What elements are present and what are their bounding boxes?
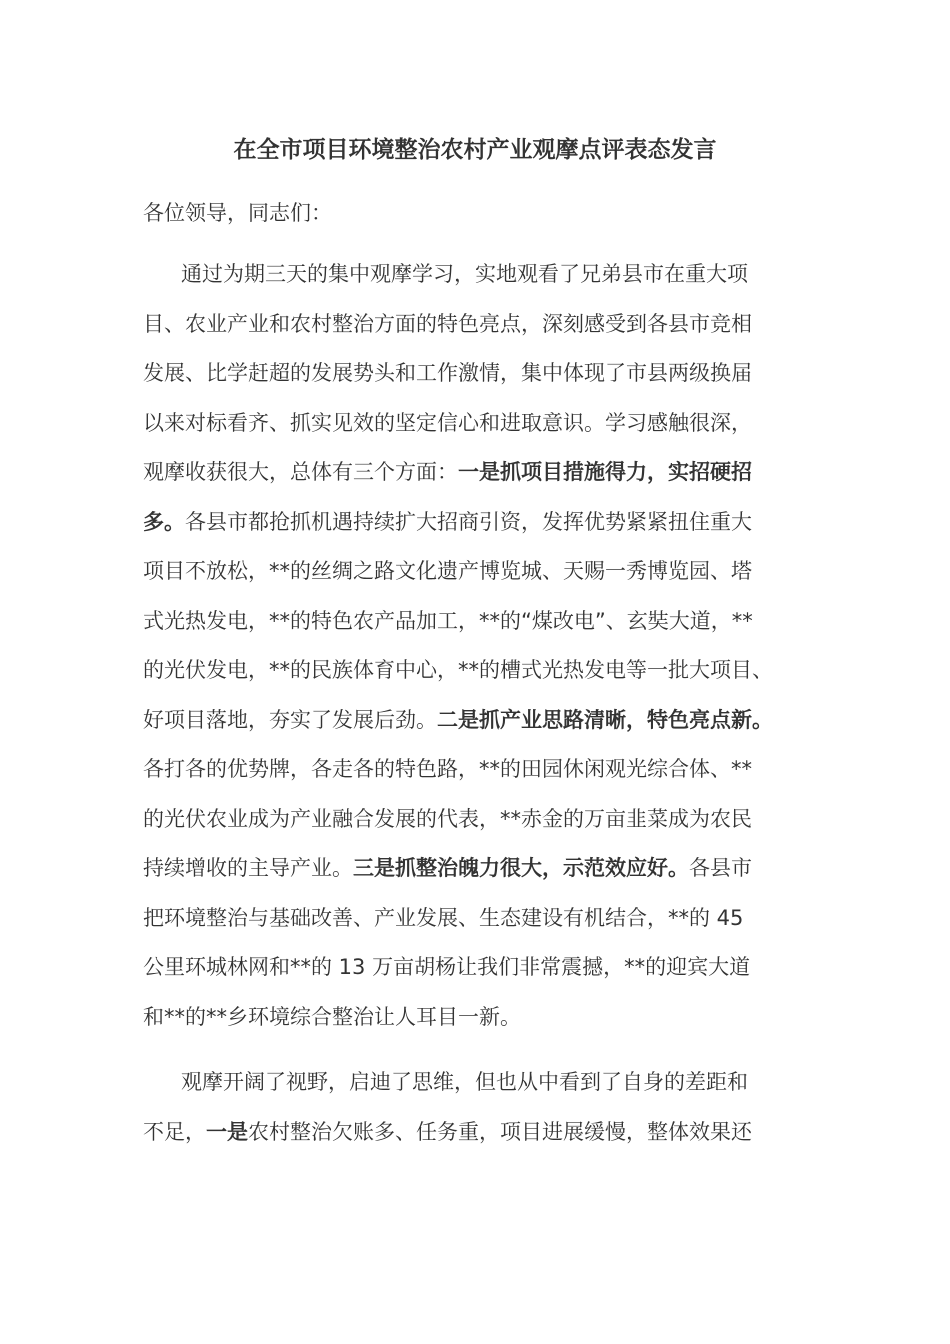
paragraph-line: 好项目落地，夯实了发展后劲。二是抓产业思路清晰，特色亮点新。: [143, 707, 773, 732]
paragraph-line: 发展、比学赶超的发展势头和工作激情，集中体现了市县两级换届: [143, 361, 752, 385]
paragraph-1: [143, 250, 823, 1042]
point-two-heading: 二是抓产业思路清晰，特色亮点新。: [437, 707, 773, 732]
paragraph-line: 各打各的优势牌，各走各的特色路，**的田园休闲观光综合体、**: [143, 757, 752, 781]
salutation: 各位领导，同志们：: [143, 201, 332, 225]
paragraph-line: 观摩收获很大，总体有三个方面：一是抓项目措施得力，实招硬招: [143, 460, 752, 484]
paragraph-line: 的光伏农业成为产业融合发展的代表，**赤金的万亩韭菜成为农民: [143, 806, 752, 831]
paragraph-line: 公里环城林网和**的 13 万亩胡杨让我们非常震撼，**的迎宾大道: [143, 955, 751, 979]
paragraph-line: 持续增收的主导产业。三是抓整治魄力很大，示范效应好。各县市: [143, 856, 752, 880]
paragraph-line: 项目不放松，**的丝绸之路文化遗产博览城、天赐一秀博览园、塔: [143, 559, 752, 583]
shortcoming-one-label: 一是: [206, 1119, 248, 1144]
point-one-heading-end: 多。: [143, 509, 185, 534]
paragraph-line: 把环境整治与基础改善、产业发展、生态建设有机结合，**的 45: [143, 905, 744, 930]
paragraph-line: 以来对标看齐、抓实见效的坚定信心和进取意识。学习感触很深，: [143, 410, 752, 435]
point-three-heading: 三是抓整治魄力很大，示范效应好。: [353, 856, 689, 880]
paragraph-line: 和**的**乡环境综合整治让人耳目一新。: [143, 1004, 521, 1029]
paragraph-line: 式光热发电，**的特色农产品加工，**的“煤改电”、玄奘大道，**: [143, 608, 753, 633]
paragraph-line: 多。各县市都抢抓机遇持续扩大招商引资，发挥优势紧紧扭住重大: [143, 509, 752, 534]
paragraph-line: 目、农业产业和农村整治方面的特色亮点，深刻感受到各县市竞相: [143, 311, 752, 336]
paragraph-line: 不足，一是农村整治欠账多、任务重，项目进展缓慢，整体效果还: [143, 1119, 752, 1144]
paragraph-2: [143, 1058, 823, 1157]
paragraph-line: 通过为期三天的集中观摩学习，实地观看了兄弟县市在重大项: [181, 262, 748, 286]
paragraph-line: 的光伏发电，**的民族体育中心，**的槽式光热发电等一批大项目、: [143, 658, 773, 682]
paragraph-line: 观摩开阔了视野，启迪了思维，但也从中看到了自身的差距和: [181, 1070, 748, 1094]
document-title: 在全市项目环境整治农村产业观摩点评表态发言: [233, 137, 717, 163]
point-one-heading: 一是抓项目措施得力，实招硬招: [458, 460, 752, 484]
